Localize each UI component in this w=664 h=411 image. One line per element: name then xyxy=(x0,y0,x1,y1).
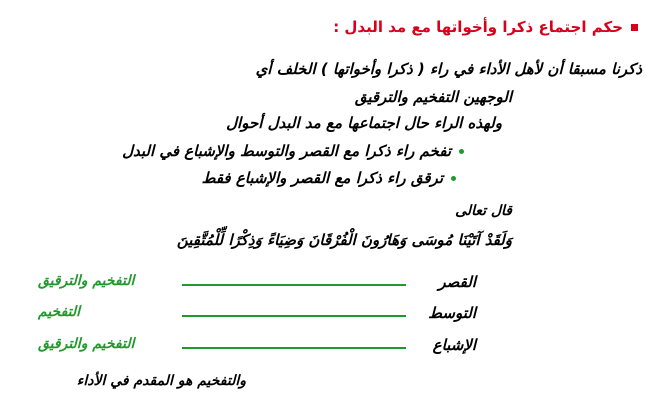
green-bullet-icon xyxy=(451,176,456,181)
row-value: التفخيم والترقيق xyxy=(38,336,135,352)
table-row xyxy=(0,304,664,326)
quote-intro: قال تعالى xyxy=(455,203,512,219)
row-value: التفخيم xyxy=(38,304,81,320)
section-heading xyxy=(0,18,638,36)
heading-text: حكم اجتماع ذكرا وأخواتها مع مد البدل : xyxy=(333,18,623,36)
intro-line-1: ذكرنا مسبقا أن لأهل الأداء في راء ( ذكرا وأخواتها ) الخلف أي xyxy=(255,60,642,78)
intro-line-3: ولهذه الراء حال اجتماعها مع مد البدل أحوال xyxy=(226,114,502,132)
connector-line xyxy=(182,315,406,317)
row-label: التوسط xyxy=(428,304,476,322)
connector-line xyxy=(182,284,406,286)
bullet-item xyxy=(0,142,464,160)
table-row xyxy=(0,336,664,358)
intro-line-2: الوجهين التفخيم والترقيق xyxy=(354,88,512,106)
connector-line xyxy=(182,347,406,349)
bullet-text: ترقق راء ذكرا مع القصر والإشباع فقط xyxy=(201,169,443,187)
row-label: الإشباع xyxy=(432,336,476,354)
row-label: القصر xyxy=(438,273,476,291)
quran-verse: وَلَقَدْ آتَيْنَا مُوسَى وَهَارُونَ الْفُرْقَانَ وَضِيَاءً وَذِكْرًا لِّلْمُتَّقِينَ xyxy=(176,231,512,249)
row-value: التفخيم والترقيق xyxy=(38,273,135,289)
bullet-text: تفخم راء ذكرا مع القصر والتوسط والإشباع في البدل xyxy=(122,142,451,160)
footer-note: والتفخيم هو المقدم في الأداء xyxy=(76,373,246,389)
bullet-item xyxy=(0,169,456,187)
green-bullet-icon xyxy=(459,149,464,154)
table-row xyxy=(0,273,664,295)
square-bullet-icon xyxy=(631,24,638,31)
